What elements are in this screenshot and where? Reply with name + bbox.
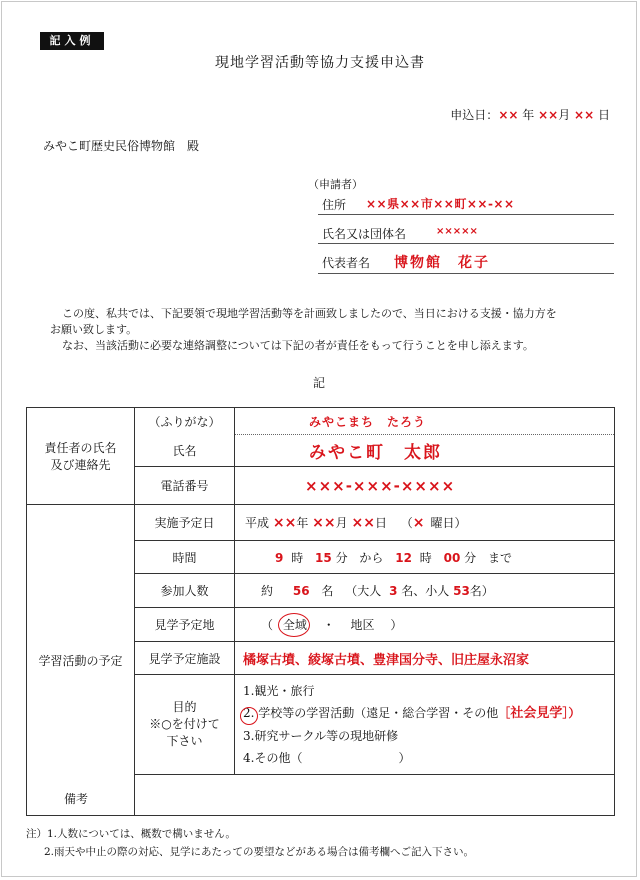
remarks-label-text: 備考: [64, 792, 89, 806]
org-underline: [318, 243, 614, 244]
people-cell: 約 56 名 （大人 3 名、小人 53名）: [235, 574, 615, 608]
time-label: 時間: [135, 541, 235, 574]
area-cell: （ 全域 ・ 地区 ）: [235, 608, 615, 642]
rep-value: 博物館 花子: [394, 255, 490, 271]
date-m: ××: [312, 515, 336, 531]
name-cell: [235, 435, 615, 467]
purpose-option-1: 1.観光・旅行: [243, 684, 315, 698]
remarks-label: [135, 775, 615, 816]
time-end-hour: 12: [395, 550, 412, 565]
area-option-all: 全域: [283, 618, 311, 632]
date-y: ××: [272, 515, 297, 531]
example-badge: 記入例: [40, 32, 104, 50]
furigana-value: みやこまち たろう: [309, 414, 427, 429]
rep-label: 代表者名: [322, 256, 371, 270]
form-title: 現地学習活動等協力支援申込書: [215, 55, 425, 71]
people-total: 56: [292, 584, 310, 598]
time-start-hour: 9: [275, 550, 284, 565]
body-line-2: お願い致します。: [50, 323, 138, 336]
addressee: みやこ町歴史民俗博物館 殿: [43, 139, 200, 153]
time-start-min: 15: [315, 550, 332, 565]
people-adult: 3: [389, 584, 398, 598]
org-label: 氏名又は団体名: [322, 227, 407, 241]
ki-heading: 記: [313, 376, 326, 390]
address-value: ××県××市××町××-××: [366, 197, 515, 211]
people-label: 参加人数: [135, 574, 235, 608]
facility-cell: [235, 642, 615, 675]
details-table: [26, 407, 615, 816]
purpose-option-2: 2. 学校等の学習活動（遠足・総合学習・その他［社会見学］）: [243, 702, 614, 725]
application-date: 申込日：×× 年 ××月 ×× 日: [450, 108, 610, 122]
body-line-1: この度、私共では、下記要領で現地学習活動等を計画致しましたので、当日における支援・協力方を: [62, 307, 557, 320]
time-end-min: 00: [443, 550, 461, 565]
furigana-cell: [235, 408, 615, 435]
date-label: 実施予定日: [135, 505, 235, 541]
furigana-row: [27, 408, 615, 435]
area-label: 見学予定地: [135, 608, 235, 642]
furigana-label: （ふりがな）: [135, 408, 235, 435]
responsible-label-cell: 責任者の氏名 及び連絡先: [27, 408, 135, 505]
body-line-3: なお、当該活動に必要な連絡調整については下記の者が責任をもって行うことを申し添えます。: [62, 339, 534, 352]
facility-value: 橘塚古墳、綾塚古墳、豊津国分寺、旧庄屋永沼家: [243, 652, 530, 668]
facility-label: 見学予定施設: [135, 642, 235, 675]
time-cell: 9 時 15 分 から 12 時 00 分 まで: [235, 541, 615, 574]
note-1: 注）1.人数については、概数で構いません。: [26, 828, 236, 840]
note-2: 2.雨天や中止の際の対応、見学にあたっての要望などがある場合は備考欄へご記入下さい。: [44, 846, 475, 858]
rep-underline: [318, 273, 614, 274]
name-value: みやこ町 太郎: [309, 443, 442, 463]
address-underline: [318, 214, 614, 215]
phone-label: 電話番号: [135, 467, 235, 505]
purpose-options-cell: [235, 675, 615, 775]
selected-circle-mark: [240, 707, 258, 725]
date-cell: 平成 ××年 ××月 ××日 （× 曜日）: [235, 505, 615, 541]
purpose-option-3: 3.研究サークル等の現地研修: [243, 729, 399, 743]
plan-label: 学習活動の予定: [27, 505, 135, 816]
date-month-value: ××: [538, 108, 559, 122]
date-year-value: ××: [498, 108, 519, 122]
people-child: 53: [453, 584, 470, 598]
purpose-option-4: 4.その他（ ）: [243, 751, 411, 765]
address-label: 住所: [322, 198, 347, 212]
name-label: 氏名: [135, 435, 235, 467]
purpose-other-value: 社会見学: [510, 706, 563, 721]
area-option-district: 地区: [350, 618, 375, 632]
org-value: ×××××: [436, 226, 478, 237]
phone-value: ×××-×××-××××: [305, 476, 456, 495]
purpose-label-cell: 目的 ※○を付けて 下さい: [135, 675, 235, 775]
selected-circle-mark: [278, 613, 310, 637]
applicant-heading: （申請者）: [308, 178, 363, 191]
phone-cell: [235, 467, 615, 505]
date-d: ××: [351, 515, 375, 531]
date-row: [27, 505, 615, 541]
date-w: ×: [412, 515, 425, 531]
date-day-value: ××: [574, 108, 595, 122]
